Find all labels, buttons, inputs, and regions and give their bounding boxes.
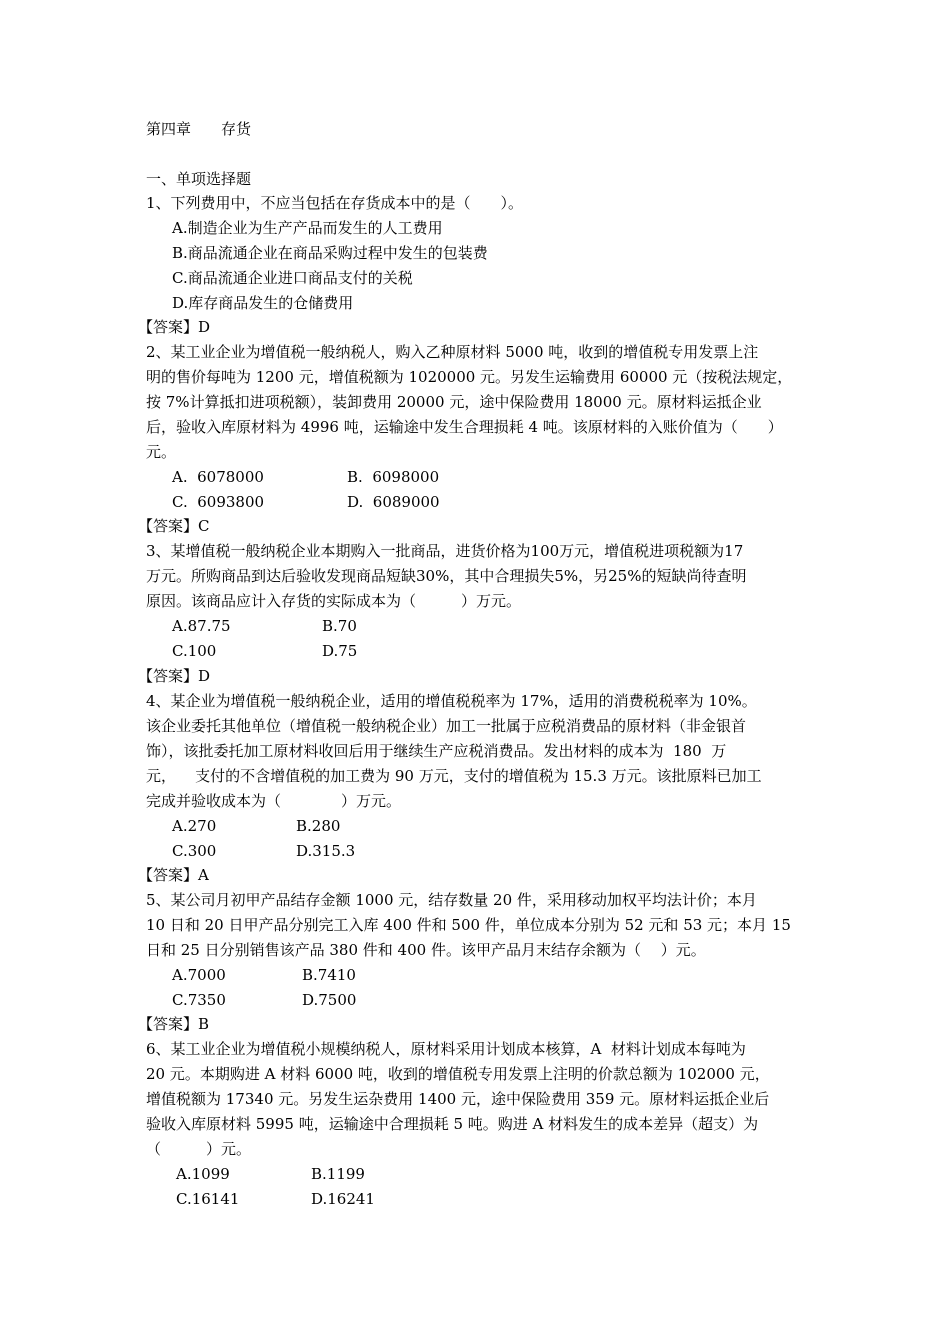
question-6-line-1: 6、某工业企业为增值税小规模纳税人，原材料采用计划成本核算，A 材料计划成本每吨为 (146, 1040, 746, 1058)
question-1-option-a: A.制造企业为生产产品而发生的人工费用 (172, 219, 443, 237)
question-3-line-1: 3、某增值税一般纳税企业本期购入一批商品，进货价格为100万元，增值税进项税额为17 (146, 542, 744, 560)
question-5-line-1: 5、某公司月初甲产品结存金额 1000 元，结存数量 20 件，采用移动加权平均法计价；本月 (146, 891, 757, 909)
question-6-option-c: C.16141 (176, 1190, 240, 1208)
answer-letter: A (198, 866, 209, 884)
question-2-line-4: 后，验收入库原材料为 4996 吨，运输途中发生合理损耗 4 吨。该原材料的入账价值为（ ） (146, 418, 783, 436)
question-6-option-b: B.1199 (311, 1165, 365, 1183)
chapter-name: 存货 (221, 120, 252, 138)
question-4-option-a: A.270 (172, 817, 217, 835)
question-1-answer (138, 317, 210, 337)
question-3-line-2: 万元。所购商品到达后验收发现商品短缺30%，其中合理损失5%，另25%的短缺尚待查明 (146, 567, 747, 585)
question-1-text: 1、下列费用中，不应当包括在存货成本中的是（ ）。 (146, 194, 524, 212)
question-2-line-1: 2、某工业企业为增值税一般纳税人，购入乙种原材料 5000 吨，收到的增值税专用发票上注 (146, 343, 759, 361)
answer-prefix: 【答案】 (138, 517, 199, 535)
question-4-line-1: 4、某企业为增值税一般纳税企业，适用的增值税税率为 17%，适用的消费税税率为 10%。 (146, 692, 757, 710)
question-5-answer (138, 1014, 209, 1034)
section-title: 一、单项选择题 (146, 170, 252, 188)
question-3-option-b: B.70 (322, 617, 357, 635)
question-5-option-a: A.7000 (172, 966, 226, 984)
question-2-option-c: C. 6093800 (172, 493, 265, 511)
question-2-option-b: B. 6098000 (347, 468, 440, 486)
question-4-line-2: 该企业委托其他单位（增值税一般纳税企业）加工一批属于应税消费品的原材料（非金银首 (146, 717, 747, 735)
question-5-option-d: D.7500 (302, 991, 357, 1009)
question-5-option-c: C.7350 (172, 991, 226, 1009)
question-6-option-a: A.1099 (176, 1165, 230, 1183)
question-5-line-3: 日和 25 日分别销售该产品 380 件和 400 件。该甲产品月末结存余额为（ ）元。 (146, 941, 706, 959)
question-4-line-5: 完成并验收成本为（ ）万元。 (146, 792, 402, 810)
answer-prefix: 【答案】 (138, 1015, 199, 1033)
question-3-option-d: D.75 (322, 642, 358, 660)
question-1-option-c: C.商品流通企业进口商品支付的关税 (172, 269, 413, 287)
question-5-option-b: B.7410 (302, 966, 356, 984)
answer-prefix: 【答案】 (138, 667, 199, 685)
answer-prefix: 【答案】 (138, 318, 199, 336)
chapter-number: 第四章 (146, 120, 192, 138)
question-2-option-d: D. 6089000 (347, 493, 440, 511)
question-4-option-b: B.280 (296, 817, 341, 835)
question-6-line-5: （ ）元。 (146, 1140, 252, 1158)
question-4-option-c: C.300 (172, 842, 217, 860)
question-6-line-3: 增值税额为 17340 元。另发生运杂费用 1400 元，途中保险费用 359 元。原材料运抵企业后 (146, 1090, 770, 1108)
question-3-option-c: C.100 (172, 642, 217, 660)
question-1-option-d: D.库存商品发生的仓储费用 (172, 294, 354, 312)
question-2-line-3: 按 7%计算抵扣进项税额），装卸费用 20000 元，途中保险费用 18000 元。原材料运抵企业 (146, 393, 762, 411)
question-5-line-2: 10 日和 20 日甲产品分别完工入库 400 件和 500 件，单位成本分别为 52 元和 53 元；本月 15 (146, 916, 791, 934)
question-3-answer (138, 666, 210, 686)
question-2-option-a: A. 6078000 (172, 468, 264, 486)
question-6-option-d: D.16241 (311, 1190, 375, 1208)
answer-prefix: 【答案】 (138, 866, 199, 884)
question-2-answer (138, 516, 210, 536)
question-6-line-4: 验收入库原材料 5995 吨，运输途中合理损耗 5 吨。购进 A 材料发生的成本差异（超支）为 (146, 1115, 759, 1133)
question-2-line-5: 元。 (146, 443, 177, 461)
question-4-line-3: 饰），该批委托加工原材料收回后用于继续生产应税消费品。发出材料的成本为 180 万 (146, 742, 727, 760)
question-6-line-2: 20 元。本期购进 A 材料 6000 吨，收到的增值税专用发票上注明的价款总额为 102000 元， (146, 1065, 770, 1083)
question-3-option-a: A.87.75 (172, 617, 231, 635)
question-4-line-4: 元， 支付的不含增值税的加工费为 90 万元，支付的增值税为 15.3 万元。该批原料已加工 (146, 767, 762, 785)
answer-letter: D (198, 667, 211, 685)
answer-letter: B (198, 1015, 210, 1033)
question-4-answer (138, 865, 209, 885)
question-3-line-3: 原因。该商品应计入存货的实际成本为（ ）万元。 (146, 592, 522, 610)
answer-letter: D (198, 318, 211, 336)
question-2-line-2: 明的售价每吨为 1200 元，增值税额为 1020000 元。另发生运输费用 60000 元（按税法规定， (146, 368, 793, 386)
question-4-option-d: D.315.3 (296, 842, 356, 860)
question-1-option-b: B.商品流通企业在商品采购过程中发生的包装费 (172, 244, 488, 262)
answer-letter: C (198, 517, 210, 535)
